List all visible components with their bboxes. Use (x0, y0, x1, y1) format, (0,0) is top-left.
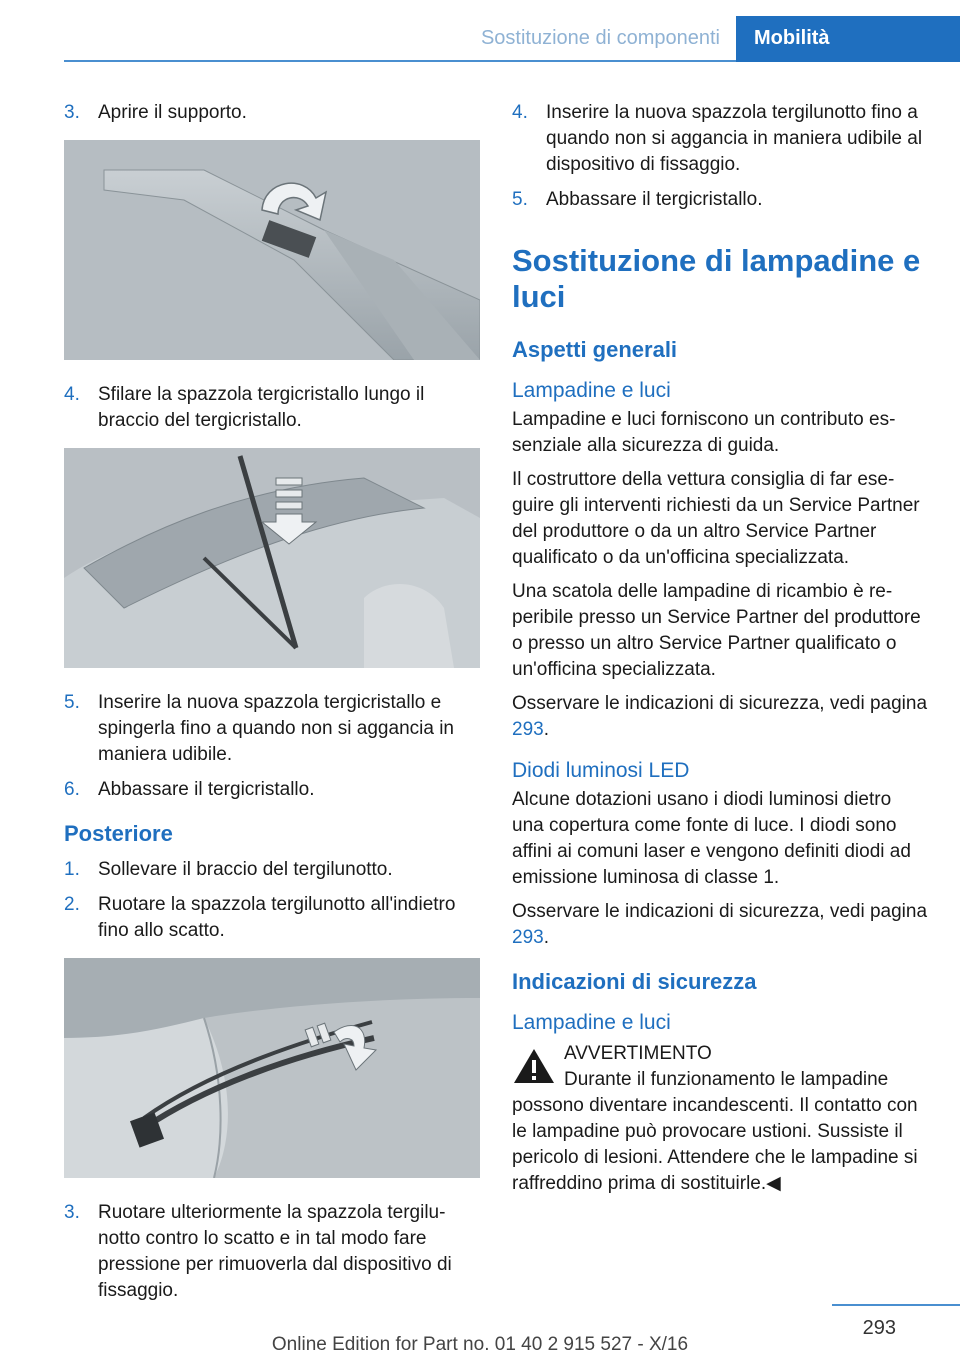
step-item (64, 892, 480, 944)
right-column (512, 100, 928, 1197)
step-number: 2. (64, 894, 80, 915)
step-number: 3. (64, 102, 80, 123)
warning-box (512, 1041, 928, 1197)
page-number: 293 (862, 1317, 896, 1339)
step-number: 4. (64, 384, 80, 405)
paragraph-text: Osservare le indicazioni di sicurezza, vedi pagina (512, 693, 928, 714)
subsection-heading-lampadine-2: Lampadine e luci (512, 1011, 671, 1034)
step-item (64, 100, 480, 126)
step-number: 6. (64, 779, 80, 800)
step-text: Abbassare il tergicristallo. (546, 189, 763, 210)
warning-heading: AVVERTIMENTO (564, 1043, 712, 1064)
subsection-heading-lampadine: Lampadine e luci (512, 379, 671, 402)
chapter-heading: Sostituzione di lampadine e luci (512, 243, 921, 314)
page-reference-link[interactable]: 293 (512, 927, 544, 948)
paragraph: Alcune dotazioni usano i diodi luminosi dietro una copertura come fonte di luce. I diodi sono affini ai comuni laser e vengono definiti diodi ad emissione luminosa di classe 1. (512, 789, 911, 888)
rear-wiper-illustration (64, 958, 480, 1178)
header-chapter-tab: Mobilità (736, 16, 960, 62)
step-text: Sfilare la spazzola tergicristallo lungo il braccio del tergicristallo. (98, 384, 425, 431)
paragraph: Il costruttore della vettura consiglia di far eseguire gli interventi richiesti da un Service Partner del produttore o da un altro Service Partner qualificato o da un'officina specializzata. (512, 469, 920, 568)
step-item (512, 100, 928, 178)
step-number: 3. (64, 1202, 80, 1223)
paragraph-end: . (543, 719, 549, 740)
step-item (64, 777, 480, 803)
step-item (64, 857, 480, 883)
step-number: 1. (64, 859, 80, 880)
step-item (64, 1200, 480, 1304)
section-heading-aspetti: Aspetti generali (512, 337, 678, 362)
step-text: Ruotare ulteriormente la spazzola tergilunotto contro lo scatto e in tal modo fare pressione per rimuoverla dal dispositivo di fissaggio. (98, 1202, 452, 1301)
paragraph-end: . (543, 927, 549, 948)
step-text: Sollevare il braccio del tergilunotto. (98, 859, 393, 880)
footer-rule (832, 1304, 960, 1306)
left-column (64, 100, 480, 1313)
header-section-title: Sostituzione di componenti (480, 27, 720, 49)
step-item (512, 187, 928, 213)
paragraph-with-page-ref (512, 899, 928, 951)
edition-note: Online Edition for Part no. 01 40 2 915 527 - X/16 (271, 1334, 689, 1355)
paragraph: Una scatola delle lampadine di ricambio è reperibile presso un Service Partner del produttore o presso un altro Service Partner qualificato o un'officina specializzata. (512, 581, 921, 680)
step-text: Inserire la nuova spazzola tergicristallo e spingerla fino a quando non si aggancia in maniera udibile. (98, 692, 454, 765)
paragraph: Lampadine e luci forniscono un contributo essenziale alla sicurezza di guida. (512, 409, 896, 456)
subsection-heading-led: Diodi luminosi LED (512, 759, 690, 782)
step-item (64, 382, 480, 434)
step-text: Aprire il supporto. (98, 102, 247, 123)
step-text: Inserire la nuova spazzola tergilunotto fino a quando non si aggancia in maniera udibile al dispositivo di fissaggio. (546, 102, 923, 175)
step-text: Abbassare il tergicristallo. (98, 779, 315, 800)
warning-triangle-icon (512, 1047, 556, 1085)
warning-text: Durante il funzionamento le lampadine possono diventare incandescenti. Il contatto con le lampadine può provocare ustioni. Sussiste il pericolo di lesioni. Attendere che le lampadine si raffreddino prima di sostituirle.◀ (512, 1069, 918, 1194)
section-heading-posteriore: Posteriore (64, 821, 173, 846)
step-item (64, 690, 480, 768)
step-number: 4. (512, 102, 528, 123)
paragraph-with-page-ref (512, 691, 928, 743)
wiper-holder-illustration (64, 140, 480, 360)
section-heading-sicurezza: Indicazioni di sicurezza (512, 969, 757, 994)
step-number: 5. (512, 189, 528, 210)
step-number: 5. (64, 692, 80, 713)
page-reference-link[interactable]: 293 (512, 719, 544, 740)
step-text: Ruotare la spazzola tergilunotto all'indietro fino allo scatto. (98, 894, 456, 941)
paragraph-text: Osservare le indicazioni di sicurezza, vedi pagina (512, 901, 928, 922)
windscreen-wiper-illustration (64, 448, 480, 668)
